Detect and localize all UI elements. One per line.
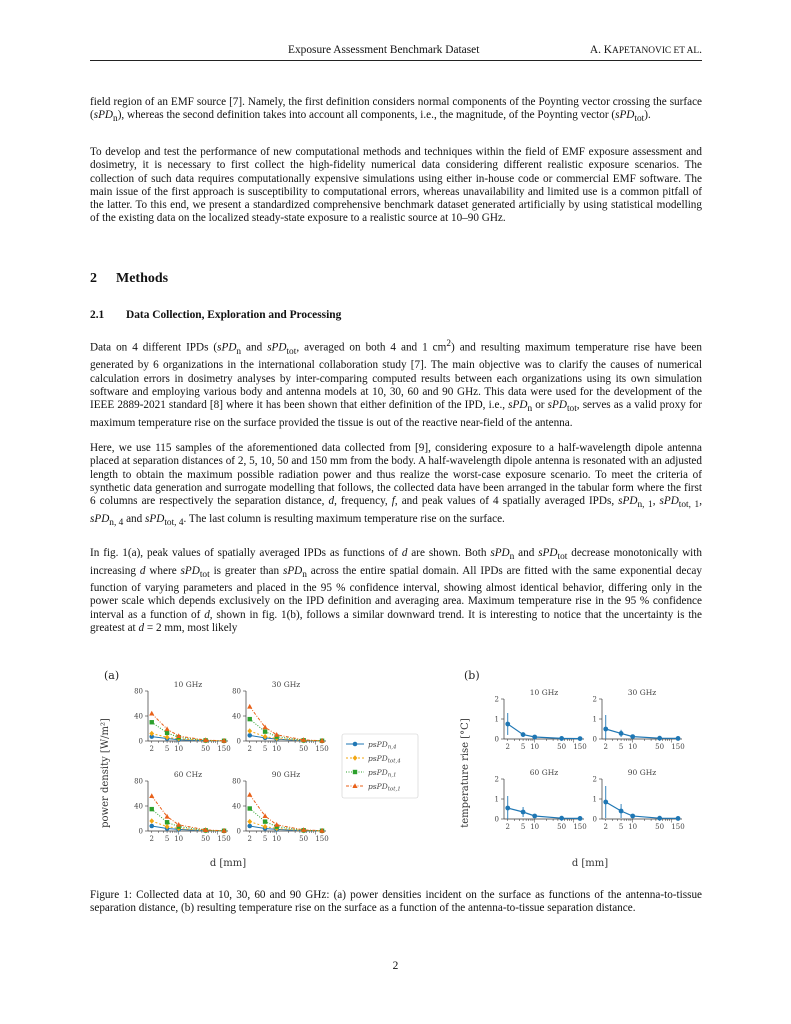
b-subplot-3-series-line [508, 808, 580, 818]
b-subplot-3-ytick-label: 0 [494, 815, 499, 824]
b-subplot-1-point [521, 732, 526, 737]
b-subplot-4-title: 90 GHz [627, 768, 657, 777]
b-subplot-2-ytick-label: 0 [592, 735, 597, 744]
a-subplot-3-point [149, 818, 154, 824]
a-subplot-2-series-line [250, 731, 322, 741]
b-subplot-3-point [532, 814, 537, 819]
b-subplot-3-ytick-label: 1 [494, 795, 499, 804]
legend-label: psPD$_{tot,1}$ [368, 781, 401, 793]
b-subplot-2-ytick-label: 2 [592, 695, 597, 704]
b-subplot-1-point [578, 736, 583, 741]
b-subplot-2-xtick-label: 150 [671, 743, 685, 751]
paragraph-2: To develop and test the performance of new computational methods and techniques within the field of EMF exposure assessment and dosimetry, it is necessary to first collect the high-fidelity numerical data considering different realistic exposure scenarios. The collection of such data requires computationally expensive simulations using either in-house code or commercial EMF software. The main issue of the first approach is susceptibility to computational errors, whereas unavailability and limited use is a common pitfall of the latter. To this end, we present a standardized comprehensive benchmark dataset generated artificially by using statistical modelling of the existing data on the localized steady-state exposure to a realistic source at 10–90 GHz. [90, 146, 702, 225]
b-subplot-3-title: 60 GHz [529, 768, 559, 777]
a-subplot-3-series-line [152, 796, 224, 831]
a-subplot-3-xtick-label: 10 [174, 835, 184, 843]
b-subplot-4-xtick-label: 50 [655, 823, 665, 831]
a-subplot-4-point [247, 792, 252, 797]
a-subplot-2-xtick-label: 50 [299, 745, 309, 753]
b-subplot-2-point [657, 736, 662, 741]
a-subplot-1-point [149, 711, 154, 716]
b-subplot-1-xtick-label: 10 [530, 743, 540, 751]
paragraph-4: Here, we use 115 samples of the aforementioned data collected from [9], considering exposure to a half-wavelength dipole antenna placed at separation distances of 2, 5, 10, 50 and 150 mm from the body. A half-wavelength dipole antenna is resonated with an adjusted length to obtain the maximum possible radiation power and thus realize the worst-case exposure scenario. To meet the criteria of synthetic data generation and surrogate modelling that follows, the collected data have been arranged in the tabular form where the first 6 columns are respectively the separation distance, d, frequency, f, and peak values of 4 spatially averaged IPDs, sPD$_{n, 1}$, sPD$_{tot, 1}$, sPD$_{n, 4}$ and sPD$_{tot, 4}$. The last column is resulting maximum temperature rise on the surface. [90, 442, 703, 528]
legend-label: psPD$_{tot,4}$ [368, 753, 401, 765]
b-subplot-4-xtick-label: 5 [618, 823, 624, 831]
b-subplot-4-xtick-label: 2 [603, 823, 608, 831]
a-subplot-1-xtick-label: 10 [174, 745, 184, 753]
a-subplot-1-point [165, 731, 169, 735]
a-subplot-4-xtick-label: 5 [262, 835, 268, 843]
a-subplot-4-ytick-label: 80 [232, 777, 241, 786]
b-subplot-2-xtick-label: 2 [603, 743, 608, 751]
a-subplot-3-point [150, 807, 154, 811]
paragraph-3: Data on 4 different IPDs (sPD$_n$ and sPD$_{tot}$, averaged on both 4 and 1 $cm^2$) and resulting maximum temperature rise have been generated by 6 organizations in the international collaboration study [7]. The main objective was to clarify the causes of numerical calculation errors in dosimetry analyses by inter-comparing computed results between each organizations using its own simulation software and employing various body and antenna models at 10, 30, 60 and 90 GHz. This data were used for the development of the IEEE 2889-2021 standard [8] where it has been shown that either definition of the IPD, i.e., sPD$_n$ or sPD$_{tot}$, serves as a valid proxy for maximum temperature rise on the surface provided the tissue is out of the reactive near-field of the antenna. [90, 339, 702, 429]
running-header [90, 44, 702, 60]
a-subplot-4-xtick-label: 2 [247, 835, 252, 843]
b-subplot-1-xtick-label: 50 [557, 743, 567, 751]
b-subplot-2-series-line [606, 729, 678, 738]
b-subplot-2-point [603, 727, 608, 732]
b-subplot-3-point [505, 806, 510, 811]
a-subplot-3-xtick-label: 2 [149, 835, 154, 843]
xlabel-a: d [mm] [209, 858, 247, 869]
a-subplot-2-xtick-label: 150 [315, 745, 329, 753]
page-number: 2 [392, 960, 399, 972]
legend-marker [353, 742, 358, 747]
a-subplot-3-point [165, 820, 169, 824]
a-subplot-1-ytick-label: 0 [138, 737, 143, 746]
b-subplot-3-xtick-label: 5 [520, 823, 526, 831]
b-subplot-4-xtick-label: 10 [628, 823, 638, 831]
b-subplot-4-point [603, 800, 608, 805]
subsection-heading: 2.1 Data Collection, Exploration and Processing [90, 309, 342, 321]
ylabel-b: temperature rise [°C] [460, 718, 471, 828]
b-subplot-2-ytick-label: 1 [592, 715, 597, 724]
ylabel-a: power density [W/m²] [100, 718, 111, 828]
legend-label: psPD$_{n,4}$ [368, 739, 397, 751]
b-subplot-2-point [619, 731, 624, 736]
a-subplot-1-title: 10 GHz [173, 680, 203, 689]
b-subplot-4-ytick-label: 2 [592, 775, 597, 784]
a-subplot-2-series-line [250, 707, 322, 741]
a-subplot-2-xtick-label: 5 [262, 745, 268, 753]
b-subplot-4-point [619, 809, 624, 814]
a-subplot-2-point [247, 728, 252, 734]
a-subplot-4-point [247, 819, 252, 825]
running-title: Exposure Assessment Benchmark Dataset [288, 44, 480, 56]
a-subplot-4-ytick-label: 0 [236, 827, 241, 836]
a-subplot-2-ytick-label: 40 [232, 712, 241, 721]
legend-marker [353, 770, 357, 774]
b-subplot-3-xtick-label: 150 [573, 823, 587, 831]
figure-1-svg [90, 663, 710, 877]
b-subplot-3-xtick-label: 10 [530, 823, 540, 831]
a-subplot-1-series-line [152, 714, 224, 741]
figure-1 [90, 663, 710, 877]
a-subplot-2-point [274, 732, 279, 737]
a-subplot-3-point [176, 822, 181, 827]
a-subplot-3-series-line [152, 821, 224, 831]
xlabel-b: d [mm] [571, 858, 609, 869]
a-subplot-4-point [274, 822, 279, 827]
a-subplot-1-xtick-label: 150 [217, 745, 231, 753]
a-subplot-1-point [150, 720, 154, 724]
b-subplot-1-ytick-label: 0 [494, 735, 499, 744]
b-subplot-4-xtick-label: 150 [671, 823, 685, 831]
a-subplot-4-point [248, 806, 252, 810]
b-subplot-2-xtick-label: 50 [655, 743, 665, 751]
a-subplot-2-xtick-label: 2 [247, 745, 252, 753]
b-subplot-2-point [676, 736, 681, 741]
b-subplot-3-point [559, 816, 564, 821]
b-subplot-1-xtick-label: 2 [505, 743, 510, 751]
a-subplot-3-ytick-label: 0 [138, 827, 143, 836]
b-subplot-4-point [657, 816, 662, 821]
b-subplot-1-point [532, 735, 537, 740]
figure-caption: Figure 1: Collected data at 10, 30, 60 and 90 GHz: (a) power densities incident on the surface as functions of the antenna-to-tissue separation distance, (b) resulting temperature rise on the surface as a function of the antenna-to-tissue separation distance. [90, 889, 702, 915]
a-subplot-4-point [263, 819, 267, 823]
a-subplot-4-series-line [250, 795, 322, 831]
a-subplot-3-title: 60 CHz [173, 770, 203, 779]
a-subplot-3-point [149, 824, 154, 829]
panel-b-label: (b) [464, 669, 480, 682]
b-subplot-3-ytick-label: 2 [494, 775, 499, 784]
a-subplot-3-xtick-label: 150 [217, 835, 231, 843]
b-subplot-4-point [630, 814, 635, 819]
b-subplot-1-ytick-label: 1 [494, 715, 499, 724]
a-subplot-3-ytick-label: 40 [134, 802, 143, 811]
section-heading: 2 Methods [90, 271, 169, 286]
a-subplot-2-xtick-label: 10 [272, 745, 282, 753]
a-subplot-3-xtick-label: 50 [201, 835, 211, 843]
a-subplot-3-xtick-label: 5 [164, 835, 170, 843]
a-subplot-2-ytick-label: 0 [236, 737, 241, 746]
a-subplot-4-title: 90 GHz [271, 770, 301, 779]
panel-a-label: (a) [104, 669, 120, 682]
a-subplot-3-ytick-label: 80 [134, 777, 143, 786]
a-subplot-1-xtick-label: 2 [149, 745, 154, 753]
a-subplot-2-point [263, 729, 267, 733]
paragraph-5: In fig. 1(a), peak values of spatially averaged IPDs as functions of d are shown. Both sPD$_n$ and sPD$_{tot}$ decrease monotonically with increasing d where sPD$_{tot}$ is greater than sPD$_n$ across the entire spatial domain. All IPDs are fitted with the same exponential decay function of varying parameters and placed in the 95 % confidence interval, showing almost identical behavior, differing only in the power scale which depends exclusively on the IPD definition and averaging area. Maximum temperature rise in the 95 % confidence interval as a function of d, shown in fig. 1(b), follows a similar downward trend. It is interesting to notice that the uncertainty is the greatest at d = 2 mm, most likely [90, 547, 702, 634]
a-subplot-4-xtick-label: 150 [315, 835, 329, 843]
b-subplot-1-ytick-label: 2 [494, 695, 499, 704]
b-subplot-4-point [676, 816, 681, 821]
b-subplot-2-xtick-label: 5 [618, 743, 624, 751]
a-subplot-1-ytick-label: 40 [134, 712, 143, 721]
a-subplot-1-ytick-label: 80 [134, 687, 143, 696]
b-subplot-1-point [505, 722, 510, 727]
b-subplot-3-point [521, 810, 526, 815]
a-subplot-2-point [248, 717, 252, 721]
header-rule [90, 60, 702, 61]
a-subplot-4-xtick-label: 10 [272, 835, 282, 843]
b-subplot-1-series-line [508, 724, 580, 739]
b-subplot-2-xtick-label: 10 [628, 743, 638, 751]
b-subplot-3-xtick-label: 2 [505, 823, 510, 831]
a-subplot-2-title: 30 GHz [271, 680, 301, 689]
b-subplot-1-point [559, 736, 564, 741]
a-subplot-4-ytick-label: 40 [232, 802, 241, 811]
b-subplot-2-point [630, 734, 635, 739]
b-subplot-2-title: 30 GHz [627, 688, 657, 697]
a-subplot-3-point [149, 793, 154, 798]
b-subplot-3-point [578, 816, 583, 821]
b-subplot-4-series-line [606, 802, 678, 818]
b-subplot-1-xtick-label: 150 [573, 743, 587, 751]
b-subplot-1-xtick-label: 5 [520, 743, 526, 751]
running-authors: A. KAPETANOVIC ET AL. [589, 44, 702, 56]
b-subplot-1-title: 10 GHz [529, 688, 559, 697]
b-subplot-4-ytick-label: 0 [592, 815, 597, 824]
a-subplot-1-xtick-label: 5 [164, 745, 170, 753]
paragraph-1: field region of an EMF source [7]. Namely, the first definition considers normal components of the Poynting vector crossing the surface (sPD$_n$), whereas the second definition takes into account all components, i.e., the magnitude, of the Poynting vector (sPD$_{tot}$). [90, 96, 702, 125]
b-subplot-3-xtick-label: 50 [557, 823, 567, 831]
a-subplot-2-point [247, 704, 252, 709]
a-subplot-4-xtick-label: 50 [299, 835, 309, 843]
a-subplot-1-xtick-label: 50 [201, 745, 211, 753]
legend-label: psPD$_{n,1}$ [368, 767, 397, 779]
b-subplot-4-ytick-label: 1 [592, 795, 597, 804]
a-subplot-2-ytick-label: 80 [232, 687, 241, 696]
